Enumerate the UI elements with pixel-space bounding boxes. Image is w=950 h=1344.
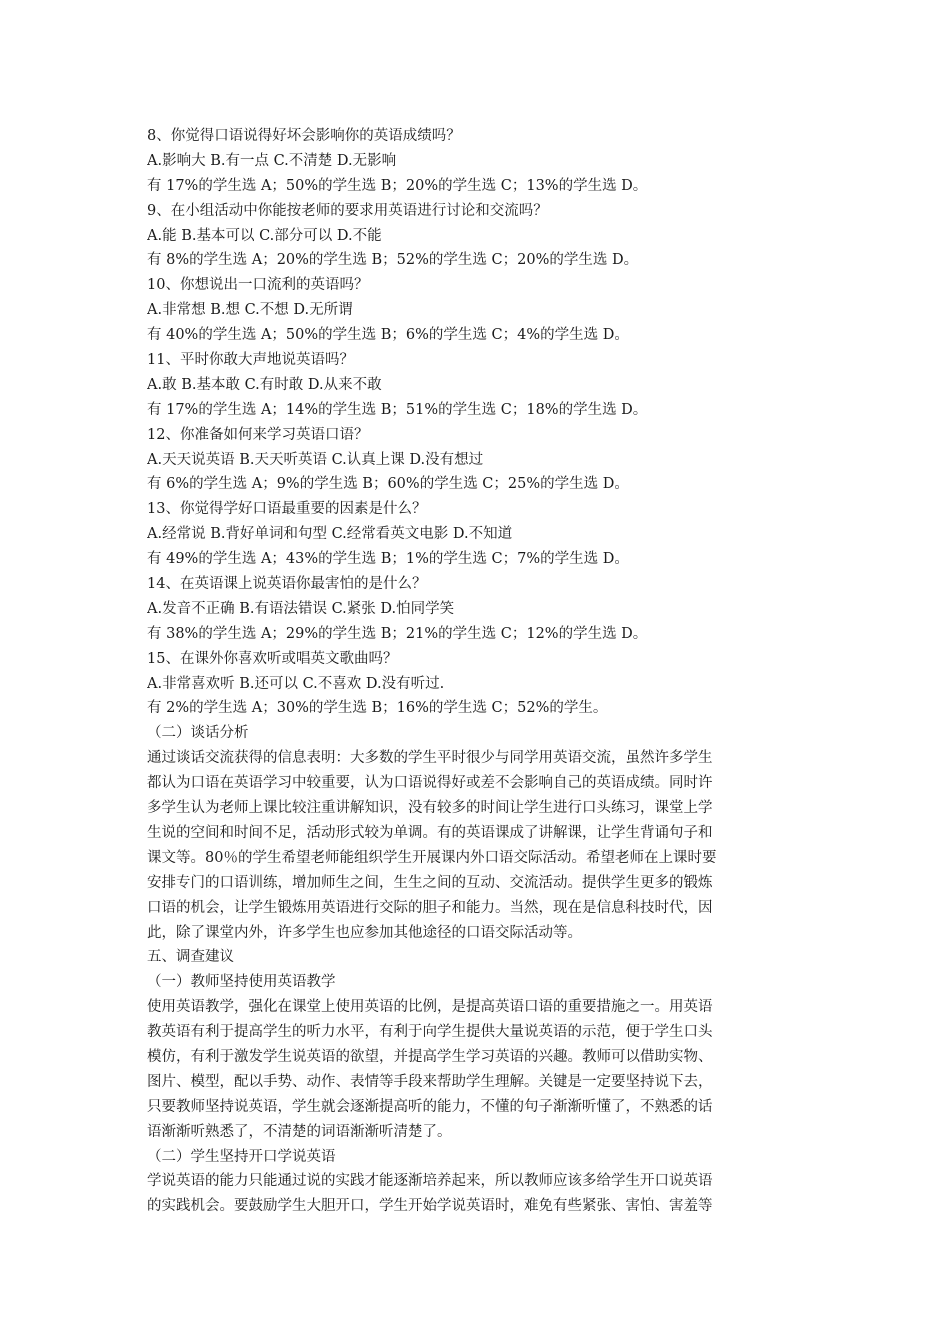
teacher-english-paragraph bbox=[147, 995, 811, 1144]
subheading-teacher-english: （一）教师坚持使用英语教学 bbox=[147, 974, 336, 991]
question-text: 8、你觉得口语说得好坏会影响你的英语成绩吗？ bbox=[147, 128, 461, 144]
question-options: A.经常说 B.背好单词和句型 C.经常看英文电影 D.不知道 bbox=[147, 526, 513, 543]
paragraph-line: 都认为口语在英语学习中较重要，认为口语说得好或差不会影响自己的英语成绩。同时许 bbox=[147, 775, 713, 792]
question-options: A.天天说英语 B.天天听英语 C.认真上课 D.没有想过 bbox=[147, 451, 484, 468]
section-heading-suggestions: 五、调查建议 bbox=[147, 949, 234, 966]
paragraph-line: 模仿，有利于激发学生说英语的欲望，并提高学生学习英语的兴趣。教师可以借助实物、 bbox=[147, 1048, 713, 1065]
question-result: 有 2%的学生选 A；30%的学生选 B；16%的学生选 C；52%的学生。 bbox=[147, 700, 608, 717]
paragraph-line: 多学生认为老师上课比较注重讲解知识，没有较多的时间让学生进行口头练习，课堂上学 bbox=[147, 800, 713, 817]
question-options: A.发音不正确 B.有语法错误 C.紧张 D.怕同学笑 bbox=[147, 600, 455, 617]
survey-item-11 bbox=[147, 348, 811, 423]
survey-item-14 bbox=[147, 572, 811, 647]
paragraph-line: 语渐渐听熟悉了，不清楚的词语渐渐听清楚了。 bbox=[147, 1123, 452, 1140]
document-body bbox=[147, 124, 811, 1219]
question-result: 有 8%的学生选 A；20%的学生选 B；52%的学生选 C；20%的学生选 D。 bbox=[147, 252, 639, 269]
talk-analysis-paragraph bbox=[147, 746, 811, 945]
question-result: 有 49%的学生选 A；43%的学生选 B；1%的学生选 C；7%的学生选 D。 bbox=[147, 551, 629, 568]
survey-item-13 bbox=[147, 497, 811, 572]
paragraph-line: 通过谈话交流获得的信息表明：大多数的学生平时很少与同学用英语交流，虽然许多学生 bbox=[147, 750, 713, 767]
question-options: A.影响大 B.有一点 C.不清楚 D.无影响 bbox=[147, 152, 397, 169]
paragraph-line: 课文等。80％的学生希望老师能组织学生开展课内外口语交际活动。希望老师在上课时要 bbox=[147, 849, 717, 866]
question-result: 有 17%的学生选 A；14%的学生选 B；51%的学生选 C；18%的学生选 D。 bbox=[147, 401, 648, 418]
question-text: 13、你觉得学好口语最重要的因素是什么？ bbox=[147, 501, 427, 518]
question-text: 12、你准备如何来学习英语口语？ bbox=[147, 426, 369, 443]
question-text: 9、在小组活动中你能按老师的要求用英语进行讨论和交流吗？ bbox=[147, 202, 548, 219]
paragraph-line: 口语的机会，让学生锻炼用英语进行交际的胆子和能力。当然，现在是信息科技时代，因 bbox=[147, 899, 713, 916]
question-text: 15、在课外你喜欢听或唱英文歌曲吗？ bbox=[147, 650, 398, 667]
survey-item-8 bbox=[147, 124, 811, 199]
paragraph-line: 的实践机会。要鼓励学生大胆开口，学生开始学说英语时，难免有些紧张、害怕、害羞等 bbox=[147, 1198, 713, 1215]
student-speaking-paragraph bbox=[147, 1169, 811, 1219]
question-text: 14、在英语课上说英语你最害怕的是什么？ bbox=[147, 576, 427, 593]
question-result: 有 6%的学生选 A；9%的学生选 B；60%的学生选 C；25%的学生选 D。 bbox=[147, 476, 629, 493]
question-options: A.非常喜欢听 B.还可以 C.不喜欢 D.没有听过. bbox=[147, 675, 445, 692]
question-result: 有 38%的学生选 A；29%的学生选 B；21%的学生选 C；12%的学生选 D。 bbox=[147, 625, 648, 642]
paragraph-line: 使用英语教学，强化在课堂上使用英语的比例，是提高英语口语的重要措施之一。用英语 bbox=[147, 999, 713, 1016]
question-options: A.敢 B.基本敢 C.有时敢 D.从来不敢 bbox=[147, 376, 382, 393]
section-heading-talk-analysis: （二）谈话分析 bbox=[147, 725, 249, 742]
paragraph-line: 只要教师坚持说英语，学生就会逐渐提高听的能力，不懂的句子渐渐听懂了，不熟悉的话 bbox=[147, 1098, 713, 1115]
question-result: 有 40%的学生选 A；50%的学生选 B；6%的学生选 C；4%的学生选 D。 bbox=[147, 327, 629, 344]
paragraph-line: 此，除了课堂内外，许多学生也应参加其他途径的口语交际活动等。 bbox=[147, 924, 582, 941]
subheading-student-speaking: （二）学生坚持开口学说英语 bbox=[147, 1148, 336, 1165]
paragraph-line: 学说英语的能力只能通过说的实践才能逐渐培养起来，所以教师应该多给学生开口说英语 bbox=[147, 1173, 713, 1190]
question-options: A.非常想 B.想 C.不想 D.无所谓 bbox=[147, 302, 353, 319]
survey-item-10 bbox=[147, 273, 811, 348]
question-result: 有 17%的学生选 A；50%的学生选 B；20%的学生选 C；13%的学生选 D。 bbox=[147, 177, 648, 194]
paragraph-line: 生说的空间和时间不足，活动形式较为单调。有的英语课成了讲解课，让学生背诵句子和 bbox=[147, 824, 713, 841]
paragraph-line: 教英语有利于提高学生的听力水平，有利于向学生提供大量说英语的示范，便于学生口头 bbox=[147, 1024, 713, 1041]
question-options: A.能 B.基本可以 C.部分可以 D.不能 bbox=[147, 227, 382, 244]
survey-item-12 bbox=[147, 423, 811, 498]
question-text: 11、平时你敢大声地说英语吗？ bbox=[147, 352, 354, 369]
survey-item-15 bbox=[147, 647, 811, 722]
paragraph-line: 安排专门的口语训练，增加师生之间，生生之间的互动、交流活动。提供学生更多的锻炼 bbox=[147, 874, 713, 891]
survey-item-9 bbox=[147, 199, 811, 274]
question-text: 10、你想说出一口流利的英语吗？ bbox=[147, 277, 369, 294]
paragraph-line: 图片、模型，配以手势、动作、表情等手段来帮助学生理解。关键是一定要坚持说下去， bbox=[147, 1073, 713, 1090]
